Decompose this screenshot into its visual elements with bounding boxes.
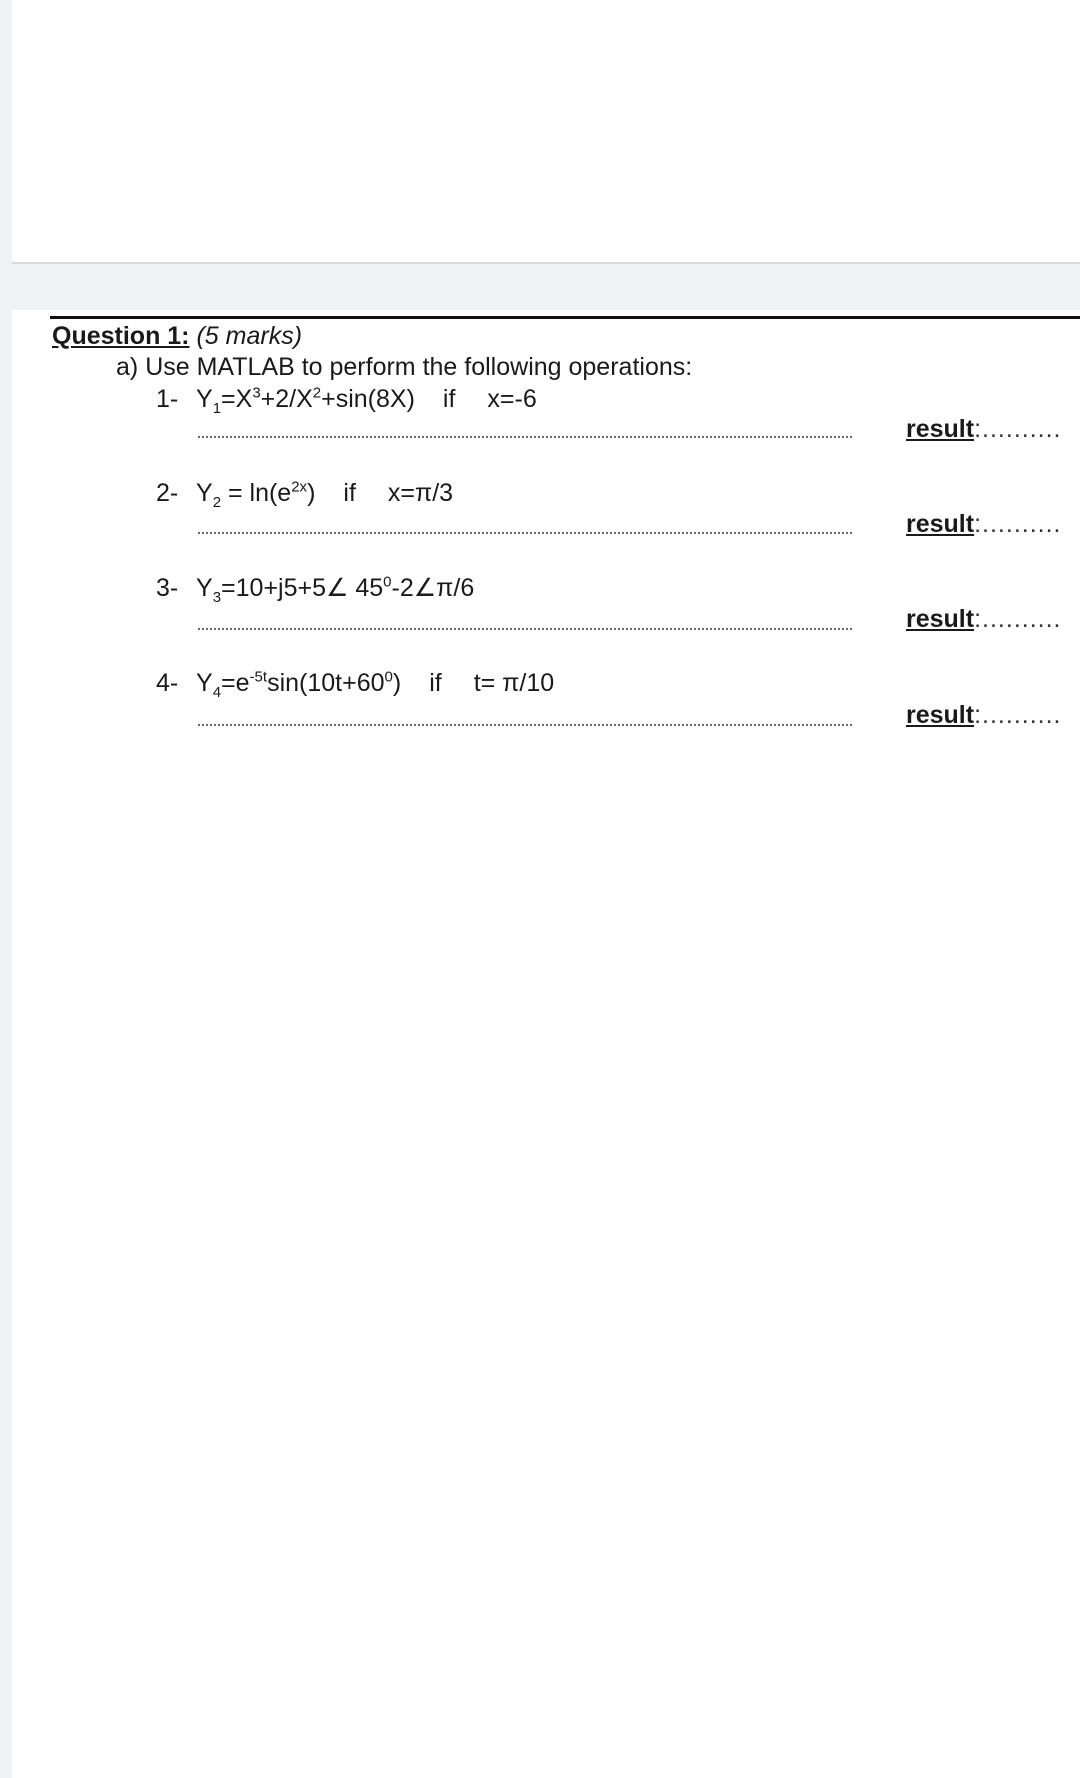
result-field-4[interactable] — [906, 700, 1062, 730]
operation-item-1 — [156, 384, 537, 417]
condition-value: x=π/3 — [387, 479, 454, 507]
result-placeholder: :.......... — [974, 701, 1062, 729]
result-field-2[interactable] — [906, 509, 1062, 539]
answer-line-2[interactable] — [198, 532, 852, 534]
header-rule — [50, 316, 1080, 319]
page-separator — [12, 262, 1080, 310]
item-number: 1- — [156, 385, 179, 413]
part-a-label: a) — [116, 353, 139, 381]
answer-line-4[interactable] — [198, 724, 852, 726]
part-a-instruction — [116, 352, 692, 382]
result-placeholder: :.......... — [974, 510, 1062, 538]
document-page — [12, 310, 1080, 1778]
operation-item-2 — [156, 478, 454, 511]
answer-line-3[interactable] — [198, 628, 852, 630]
question-heading — [52, 321, 302, 351]
result-label: result — [906, 701, 975, 729]
question-title: Question 1: — [52, 322, 190, 350]
question-marks: (5 marks) — [196, 322, 303, 350]
result-placeholder: :.......... — [974, 605, 1062, 633]
result-placeholder: :.......... — [974, 415, 1062, 443]
viewer-left-margin — [0, 0, 12, 1778]
item-number: 4- — [156, 669, 179, 697]
condition-if: if — [442, 385, 456, 413]
condition-if: if — [429, 669, 442, 697]
result-label: result — [906, 415, 975, 443]
equation: $Y_4=e^{-5t}\sin(10t+60^0)$ — [196, 668, 402, 701]
answer-line-1[interactable] — [198, 436, 852, 438]
result-label: result — [906, 605, 975, 633]
condition-value: t= π/10 — [473, 669, 555, 697]
operation-item-4 — [156, 668, 555, 701]
part-a-text: Use MATLAB to perform the following operations: — [145, 353, 693, 381]
condition-value: x=-6 — [487, 385, 537, 413]
operation-item-3 — [156, 573, 475, 606]
equation: $Y_2 = \ln(e^{2x})$ — [196, 478, 316, 511]
result-label: result — [906, 510, 975, 538]
item-number: 3- — [156, 574, 179, 602]
result-field-1[interactable] — [906, 414, 1062, 444]
item-number: 2- — [156, 479, 179, 507]
previous-page — [12, 0, 1080, 262]
equation: $Y_1=X^3+2/X^2+\sin(8X)$ — [196, 384, 415, 417]
equation: $Y_3=10+j5+5\angle$ $45^0-2\angle\pi/6$ — [196, 573, 475, 606]
result-field-3[interactable] — [906, 604, 1062, 634]
condition-if: if — [343, 479, 356, 507]
